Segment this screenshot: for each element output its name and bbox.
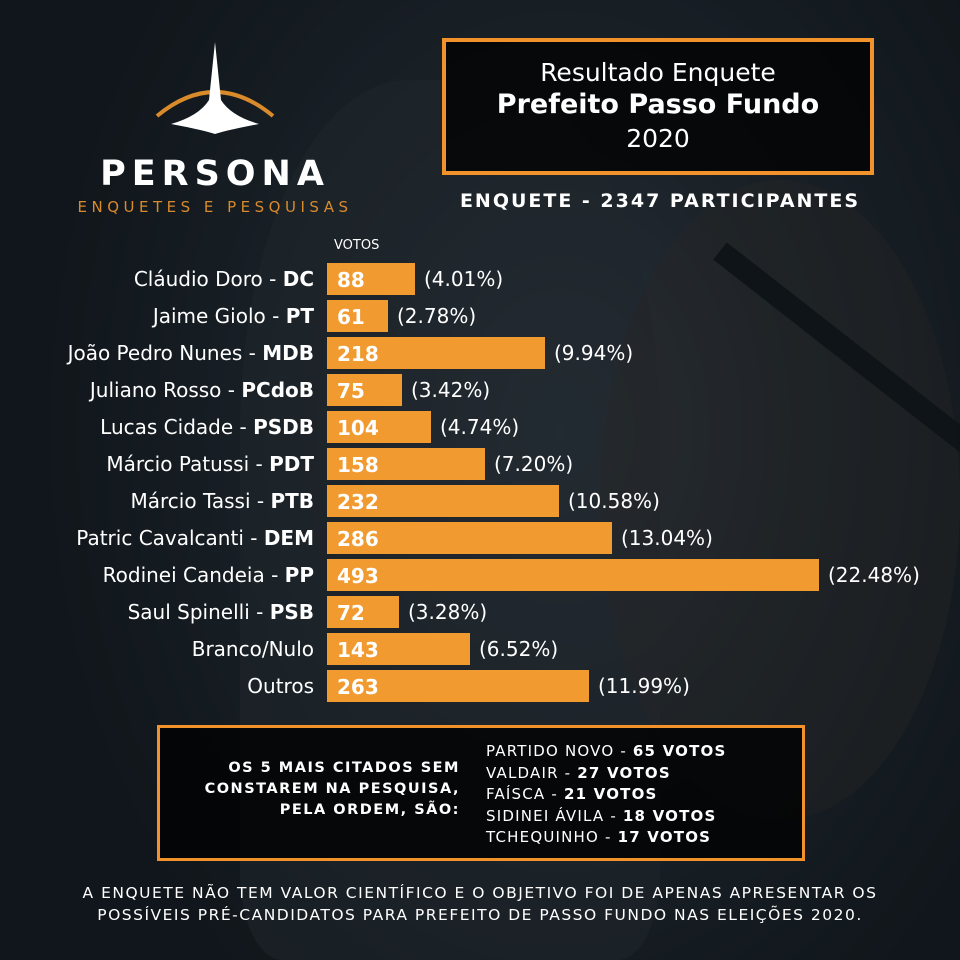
candidate-label bbox=[90, 374, 314, 406]
candidate-party: PTB bbox=[270, 489, 314, 513]
candidate-party: PDT bbox=[269, 452, 314, 476]
chart-row bbox=[0, 522, 960, 554]
candidate-name: Cláudio Doro - bbox=[133, 267, 283, 291]
candidate-label bbox=[153, 300, 314, 332]
bar bbox=[327, 300, 388, 332]
candidate-name: Branco/Nulo bbox=[191, 637, 314, 661]
info-item-votes: 27 VOTOS bbox=[577, 763, 671, 782]
candidate-name: Saul Spinelli - bbox=[127, 600, 270, 624]
bar bbox=[327, 411, 431, 443]
candidate-party: PT bbox=[285, 304, 314, 328]
bar-value-label: 75 bbox=[337, 379, 365, 403]
bar-value-label: 493 bbox=[337, 564, 379, 588]
info-item bbox=[486, 827, 796, 849]
percent-label: (3.28%) bbox=[408, 600, 488, 624]
title-line-2: Prefeito Passo Fundo bbox=[496, 89, 820, 120]
chart-row bbox=[0, 485, 960, 517]
info-item-name: PARTIDO NOVO - bbox=[486, 742, 633, 760]
percent-label: (4.74%) bbox=[440, 415, 520, 439]
percent-label: (4.01%) bbox=[424, 267, 504, 291]
candidate-party: MDB bbox=[262, 341, 314, 365]
chart-row bbox=[0, 411, 960, 443]
info-item bbox=[486, 763, 796, 785]
candidate-label bbox=[100, 411, 314, 443]
info-item bbox=[486, 784, 796, 806]
chart-row bbox=[0, 559, 960, 591]
chart-row bbox=[0, 263, 960, 295]
percent-label: (22.48%) bbox=[828, 563, 920, 587]
candidate-label bbox=[128, 596, 314, 628]
bar-value-label: 143 bbox=[337, 638, 379, 662]
candidate-label bbox=[192, 633, 314, 665]
chart-row bbox=[0, 337, 960, 369]
bar-value-label: 218 bbox=[337, 342, 379, 366]
info-heading bbox=[178, 758, 460, 821]
bar bbox=[327, 633, 470, 665]
candidate-label bbox=[68, 337, 314, 369]
bar bbox=[327, 337, 545, 369]
bar-value-label: 72 bbox=[337, 601, 365, 625]
title-line-1: Resultado Enquete bbox=[540, 58, 776, 87]
info-item-name: FAÍSCA - bbox=[486, 785, 564, 803]
candidate-label bbox=[76, 522, 314, 554]
candidate-label bbox=[247, 670, 314, 702]
disclaimer-line: A ENQUETE NÃO TEM VALOR CIENTÍFICO E O OBJETIVO FOI DE APENAS APRESENTAR OS bbox=[82, 884, 878, 902]
info-item bbox=[486, 806, 796, 828]
percent-label: (3.42%) bbox=[411, 378, 491, 402]
candidate-label bbox=[106, 448, 314, 480]
chart-row bbox=[0, 300, 960, 332]
participants-subtitle: ENQUETE - 2347 PARTICIPANTES bbox=[459, 190, 861, 212]
candidate-name: Rodinei Candeia - bbox=[102, 563, 285, 587]
candidate-party: DEM bbox=[263, 526, 314, 550]
candidate-party: PP bbox=[284, 563, 314, 587]
percent-label: (7.20%) bbox=[494, 452, 574, 476]
disclaimer-line: POSSÍVEIS PRÉ-CANDIDATOS PARA PREFEITO DE PASSO FUNDO NAS ELEIÇÕES 2020. bbox=[97, 906, 863, 924]
info-heading-line: OS 5 MAIS CITADOS SEM bbox=[228, 760, 460, 776]
value-header: VOTOS bbox=[334, 238, 380, 253]
candidate-name: Patric Cavalcanti - bbox=[76, 526, 264, 550]
candidate-party: DC bbox=[282, 267, 314, 291]
percent-label: (13.04%) bbox=[621, 526, 713, 550]
bar-value-label: 263 bbox=[337, 675, 379, 699]
percent-label: (9.94%) bbox=[554, 341, 634, 365]
brand-tagline: ENQUETES E PESQUISAS bbox=[77, 198, 353, 216]
candidate-name: Outros bbox=[247, 674, 314, 698]
chart-row bbox=[0, 448, 960, 480]
bar bbox=[327, 522, 612, 554]
candidate-name: Márcio Patussi - bbox=[106, 452, 270, 476]
info-item-name: SIDINEI ÁVILA - bbox=[486, 806, 623, 825]
bar bbox=[327, 670, 589, 702]
info-heading-line: CONSTAREM NA PESQUISA, bbox=[204, 781, 460, 797]
title-line-3: 2020 bbox=[626, 124, 690, 153]
disclaimer bbox=[20, 882, 940, 926]
info-item bbox=[486, 741, 796, 763]
percent-label: (11.99%) bbox=[598, 674, 690, 698]
chart-row bbox=[0, 596, 960, 628]
brand-name: PERSONA bbox=[100, 154, 330, 194]
candidate-name: Márcio Tassi - bbox=[130, 489, 271, 513]
candidate-label bbox=[103, 559, 314, 591]
bar-value-label: 104 bbox=[337, 416, 379, 440]
bar bbox=[327, 596, 399, 628]
candidate-party: PSB bbox=[269, 600, 314, 624]
info-item-votes: 21 VOTOS bbox=[563, 785, 658, 803]
percent-label: (2.78%) bbox=[397, 304, 477, 328]
candidate-name: Juliano Rosso - bbox=[89, 378, 242, 402]
info-item-votes: 17 VOTOS bbox=[617, 828, 712, 846]
bar bbox=[327, 559, 819, 591]
percent-label: (10.58%) bbox=[568, 489, 660, 513]
info-heading-line: PELA ORDEM, SÃO: bbox=[279, 802, 460, 818]
info-box bbox=[157, 725, 805, 861]
bar bbox=[327, 448, 485, 480]
info-item-votes: 65 VOTOS bbox=[632, 742, 727, 760]
bar-value-label: 158 bbox=[337, 453, 379, 477]
info-item-name: VALDAIR - bbox=[486, 763, 578, 782]
percent-label: (6.52%) bbox=[479, 637, 559, 661]
candidate-party: PCdoB bbox=[241, 378, 314, 402]
bar bbox=[327, 374, 402, 406]
bar-value-label: 286 bbox=[337, 527, 379, 551]
chart-row bbox=[0, 670, 960, 702]
chart-row bbox=[0, 633, 960, 665]
candidate-label bbox=[134, 263, 314, 295]
candidate-name: Jaime Giolo - bbox=[152, 304, 286, 328]
candidate-label bbox=[131, 485, 314, 517]
bar bbox=[327, 263, 415, 295]
candidate-name: Lucas Cidade - bbox=[100, 415, 254, 439]
chart-row bbox=[0, 374, 960, 406]
bar-value-label: 88 bbox=[337, 268, 365, 292]
info-item-votes: 18 VOTOS bbox=[622, 806, 717, 825]
info-list bbox=[486, 741, 796, 849]
info-item-name: TCHEQUINHO - bbox=[486, 828, 618, 846]
candidate-name: João Pedro Nunes - bbox=[67, 341, 263, 365]
bar-value-label: 232 bbox=[337, 490, 379, 514]
bar bbox=[327, 485, 559, 517]
candidate-party: PSDB bbox=[253, 415, 314, 439]
bar-value-label: 61 bbox=[337, 305, 365, 329]
